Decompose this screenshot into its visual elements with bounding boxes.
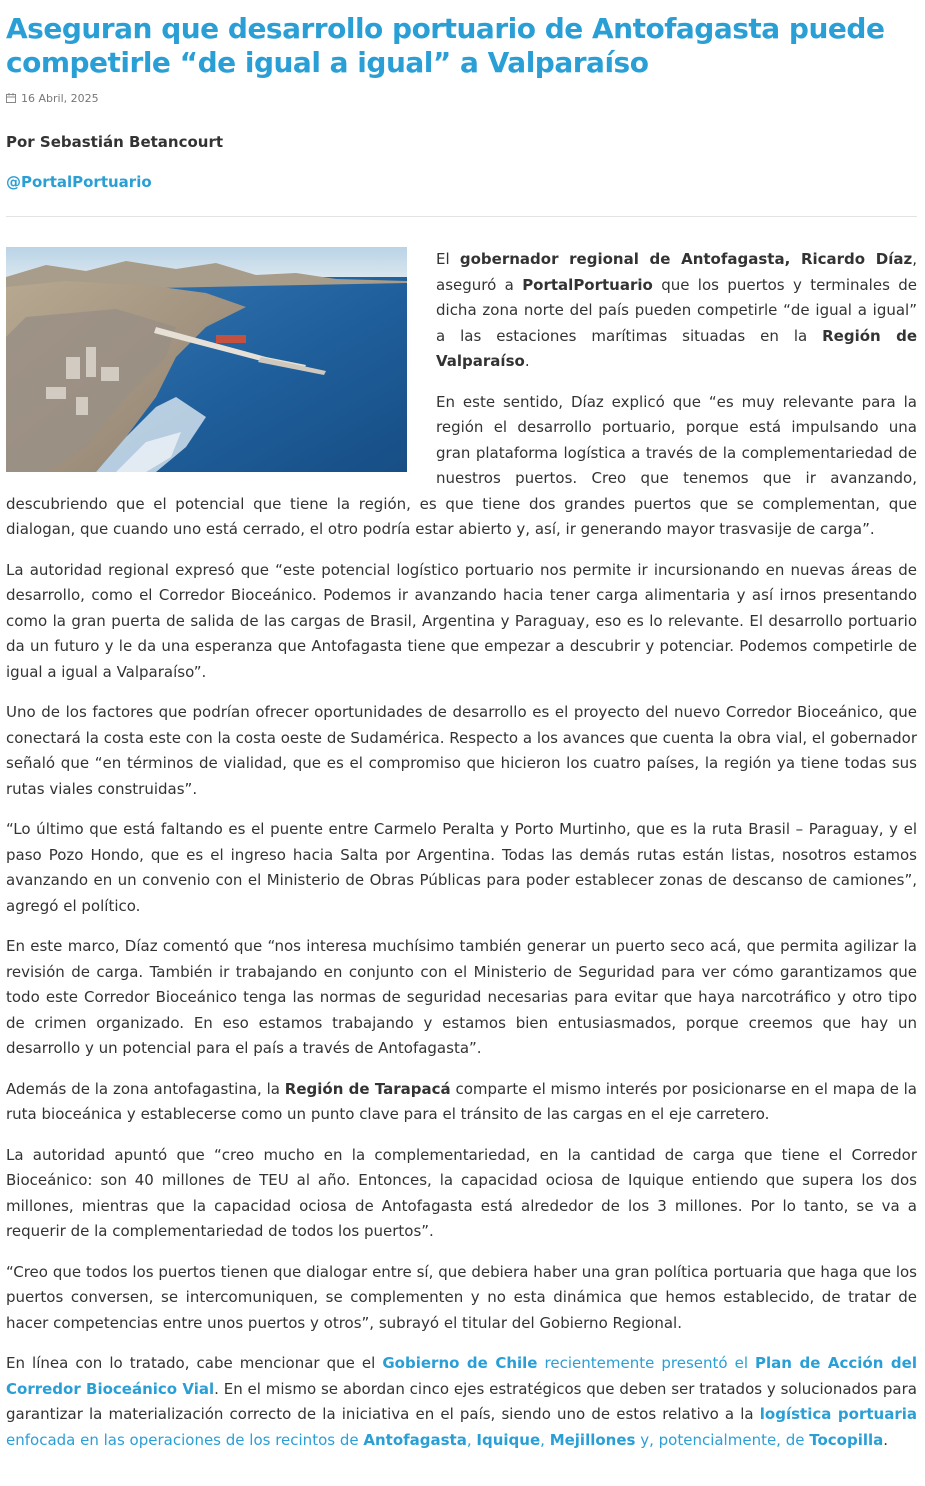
- author-byline: Por Sebastián Betancourt: [6, 133, 224, 151]
- article-title: Aseguran que desarrollo portuario de Antofagasta puede competirle “de igual a igual” a Valparaíso: [6, 12, 885, 79]
- paragraph-1: El gobernador regional de Antofagasta, Ricardo Díaz, aseguró a PortalPortuario que los puertos y terminales de dicha zona norte del país pueden competirle “de igual a igual” a las estaciones marítimas situadas en la Región de Valparaíso.: [436, 250, 917, 370]
- port-aerial-photo: [6, 247, 407, 472]
- paragraph-2: En este sentido, Díaz explicó que “es muy relevante para la región el desarrollo portuario, porque está impulsando una gran plataforma logística a través de la complementariedad de nuestros puertos. Creo que tenemos que ir avanzando, descubriendo que el potencial que tiene la región, es que tiene dos grandes puertos que se complementan, que dialogan, que cuando uno está cerrado, el otro podría estar abierto y, así, ir generando mayor trasvasije de carga”.: [6, 392, 917, 538]
- paragraph-6: En este marco, Díaz comentó que “nos interesa muchísimo también generar un puerto seco acá, que permita agilizar la revisión de carga. También ir trabajando en conjunto con el Ministerio de Seguridad para ver cómo garantizamos que todo este Corredor Bioceánico tenga las normas de seguridad necesarias para evitar que haya narcotráfico y otro tipo de crimen organizado. En eso estamos trabajando y estamos bien entusiasmados, porque creemos que hay un desarrollo y un potencial para el país a través de Antofagasta”.: [6, 937, 917, 1057]
- link-logistica-portuaria[interactable]: logística portuaria enfocada en las operaciones de los recintos de Antofagasta, Iquique, Mejillones y, potencialmente, de Tocopilla: [6, 1405, 918, 1449]
- publish-date-row: [6, 90, 917, 106]
- header-divider: [6, 216, 917, 217]
- calendar-icon: [6, 93, 16, 103]
- article-body: [6, 247, 917, 1453]
- article: [0, 12, 925, 1453]
- publish-date: 16 Abril, 2025: [21, 91, 99, 105]
- link-gobierno-de-chile[interactable]: Gobierno de Chile recientemente presentó el Plan de Acción del Corredor Bioceánico Vial: [6, 1354, 917, 1398]
- paragraph-9: “Creo que todos los puertos tienen que dialogar entre sí, que debiera haber una gran política portuaria que haga que los puertos conversen, se intercomuniquen, se complementen y no esta dinámica que hemos establecido, de tratar de hacer competencias entre unos puertos y otros”, subrayó el titular del Gobierno Regional.: [6, 1262, 917, 1332]
- paragraph-4: Uno de los factores que podrían ofrecer oportunidades de desarrollo es el proyecto del nuevo Corredor Bioceánico, que conectará la costa este con la costa oeste de Sudamérica. Respecto a los avances que cuenta la obra vial, el gobernador señaló que “en términos de vialidad, que es el compromiso que hicieron los cuatro países, la región ya tiene todas sus rutas viales construidas”.: [6, 703, 917, 798]
- paragraph-3: La autoridad regional expresó que “este potencial logístico portuario nos permite ir incursionando en nuevas áreas de desarrollo, como el Corredor Bioceánico. Podemos ir avanzando hacia tener carga alimentaria y así irnos presentando como la gran puerta de salida de las cargas de Brasil, Argentina y Paraguay, eso es lo relevante. El desarrollo portuario da un futuro y le da una esperanza que Antofagasta tiene que empezar a descubrir y potenciar. Podemos competirle de igual a igual a Valparaíso”.: [6, 560, 917, 681]
- paragraph-10: En línea con lo tratado, cabe mencionar que el Gobierno de Chile recientemente presentó el Plan de Acción del Corredor Bioceánico Vial. En el mismo se abordan cinco ejes estratégicos que deben ser tratados y solucionados para garantizar la materialización correcto de la iniciativa en el país, siendo uno de estos relativo a la logística portuaria enfocada en las operaciones de los recintos de Antofagasta, Iquique, Mejillones y, potencialmente, de Tocopilla.: [6, 1354, 918, 1449]
- paragraph-5: “Lo último que está faltando es el puente entre Carmelo Peralta y Porto Murtinho, que es la ruta Brasil – Paraguay, y el paso Pozo Hondo, que es el ingreso hacia Salta por Argentina. Todas las demás rutas están listas, nosotros estamos avanzando en un convenio con el Ministerio de Obras Públicas para poder establecer zonas de descanso de camiones”, agregó el político.: [6, 820, 917, 915]
- twitter-handle-link[interactable]: @PortalPortuario: [6, 173, 152, 191]
- paragraph-8: La autoridad apuntó que “creo mucho en la complementariedad, en la cantidad de carga que tiene el Corredor Bioceánico: son 40 millones de TEU al año. Entonces, la capacidad ociosa de Iquique entiendo que supera los dos millones, mientras que la capacidad ociosa de Antofagasta está alrededor de los 3 millones. Por lo tanto, se va a requerir de la complementariedad de todos los puertos”.: [6, 1145, 917, 1240]
- paragraph-7: Además de la zona antofagastina, la Región de Tarapacá comparte el mismo interés por posicionarse en el mapa de la ruta bioceánica y establecerse como un punto clave para el tránsito de las cargas en el eje carretero.: [6, 1079, 917, 1123]
